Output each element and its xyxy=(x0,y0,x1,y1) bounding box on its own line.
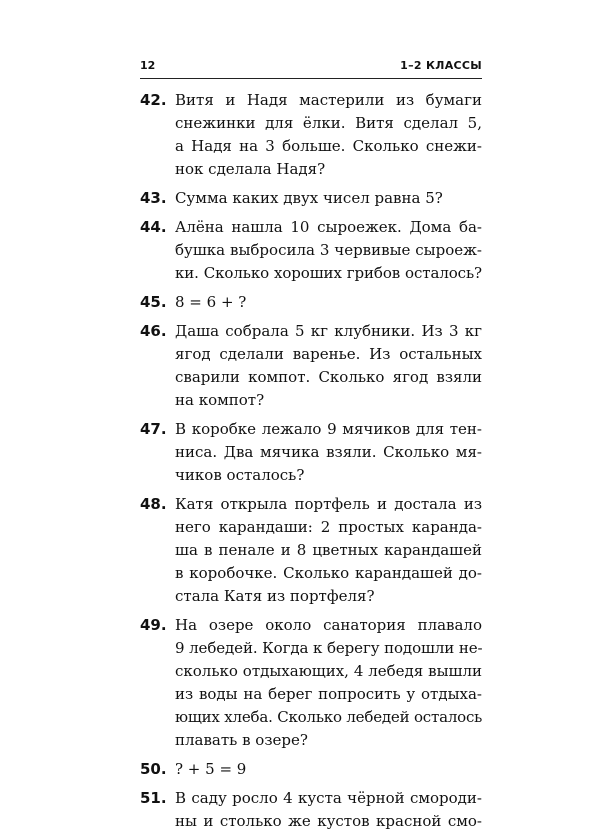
problem-text-line: него карандаши: 2 простых каранда- xyxy=(175,518,482,536)
problem-50 xyxy=(0,758,600,781)
problem-text-line: В коробке лежало 9 мячиков для тен- xyxy=(175,420,482,438)
problem-text-line: Витя и Надя мастерили из бумаги xyxy=(175,91,482,109)
problem-51 xyxy=(0,787,600,833)
problem-text-line: а Надя на 3 больше. Сколько снежи- xyxy=(175,137,482,155)
problem-text-line: бушка выбросила 3 червивые сыроеж- xyxy=(175,241,482,259)
problem-text-line: на компот? xyxy=(175,391,265,409)
page-number: 12 xyxy=(140,59,156,72)
problem-46 xyxy=(0,320,600,412)
problem-48 xyxy=(0,493,600,608)
problem-text-line: ниса. Два мячика взяли. Сколько мя- xyxy=(175,443,482,461)
problem-text-line: ягод сделали варенье. Из остальных xyxy=(175,345,482,363)
problem-text-line: сколько отдыхающих, 4 лебедя вышли xyxy=(175,662,482,680)
problem-text-line: Катя открыла портфель и достала из xyxy=(175,495,482,513)
problem-text-line: Даша собрала 5 кг клубники. Из 3 кг xyxy=(175,322,482,340)
problem-42 xyxy=(0,89,600,181)
problem-47 xyxy=(0,418,600,487)
problem-text-line: ? + 5 = 9 xyxy=(175,760,247,778)
problem-number: 50. xyxy=(140,760,167,778)
problem-text-line: ша в пенале и 8 цветных карандашей xyxy=(175,541,482,559)
problem-text-line: в коробочке. Сколько карандашей до- xyxy=(175,564,482,582)
problem-text-line: ки. Сколько хороших грибов осталось? xyxy=(175,264,482,282)
problem-text-line: из воды на берег попросить у отдыха- xyxy=(175,685,482,703)
problem-text-line: нок сделала Надя? xyxy=(175,160,326,178)
problem-text-line: 8 = 6 + ? xyxy=(175,293,247,311)
problem-text-line: ны и столько же кустов красной смо- xyxy=(175,812,482,830)
problem-number: 44. xyxy=(140,218,167,236)
header-divider xyxy=(140,78,482,79)
problem-number: 42. xyxy=(140,91,167,109)
problem-43 xyxy=(0,187,600,210)
running-header xyxy=(140,58,482,74)
problem-number: 43. xyxy=(140,189,167,207)
problem-number: 51. xyxy=(140,789,167,807)
section-title: 1–2 КЛАССЫ xyxy=(400,59,482,72)
problem-text-line: ющих хлеба. Сколько лебедей осталось xyxy=(175,708,483,726)
problem-text-line: На озере около санатория плавало xyxy=(175,616,482,634)
problem-list xyxy=(0,89,600,839)
problem-text-line: Алёна нашла 10 сыроежек. Дома ба- xyxy=(175,218,482,236)
problem-number: 49. xyxy=(140,616,167,634)
problem-text-line: стала Катя из портфеля? xyxy=(175,587,375,605)
problem-text-line: Сумма каких двух чисел равна 5? xyxy=(175,189,443,207)
problem-number: 46. xyxy=(140,322,167,340)
problem-49 xyxy=(0,614,600,752)
problem-text-line: В саду росло 4 куста чёрной смороди- xyxy=(175,789,482,807)
problem-text-line: чиков осталось? xyxy=(175,466,305,484)
problem-text-line: снежинки для ёлки. Витя сделал 5, xyxy=(175,114,482,132)
problem-45 xyxy=(0,291,600,314)
problem-number: 48. xyxy=(140,495,167,513)
problem-44 xyxy=(0,216,600,285)
problem-text-line: 9 лебедей. Когда к берегу подошли не- xyxy=(175,639,483,657)
problem-text-line: плавать в озере? xyxy=(175,731,308,749)
problem-text-line: сварили компот. Сколько ягод взяли xyxy=(175,368,482,386)
problem-number: 45. xyxy=(140,293,167,311)
problem-number: 47. xyxy=(140,420,167,438)
